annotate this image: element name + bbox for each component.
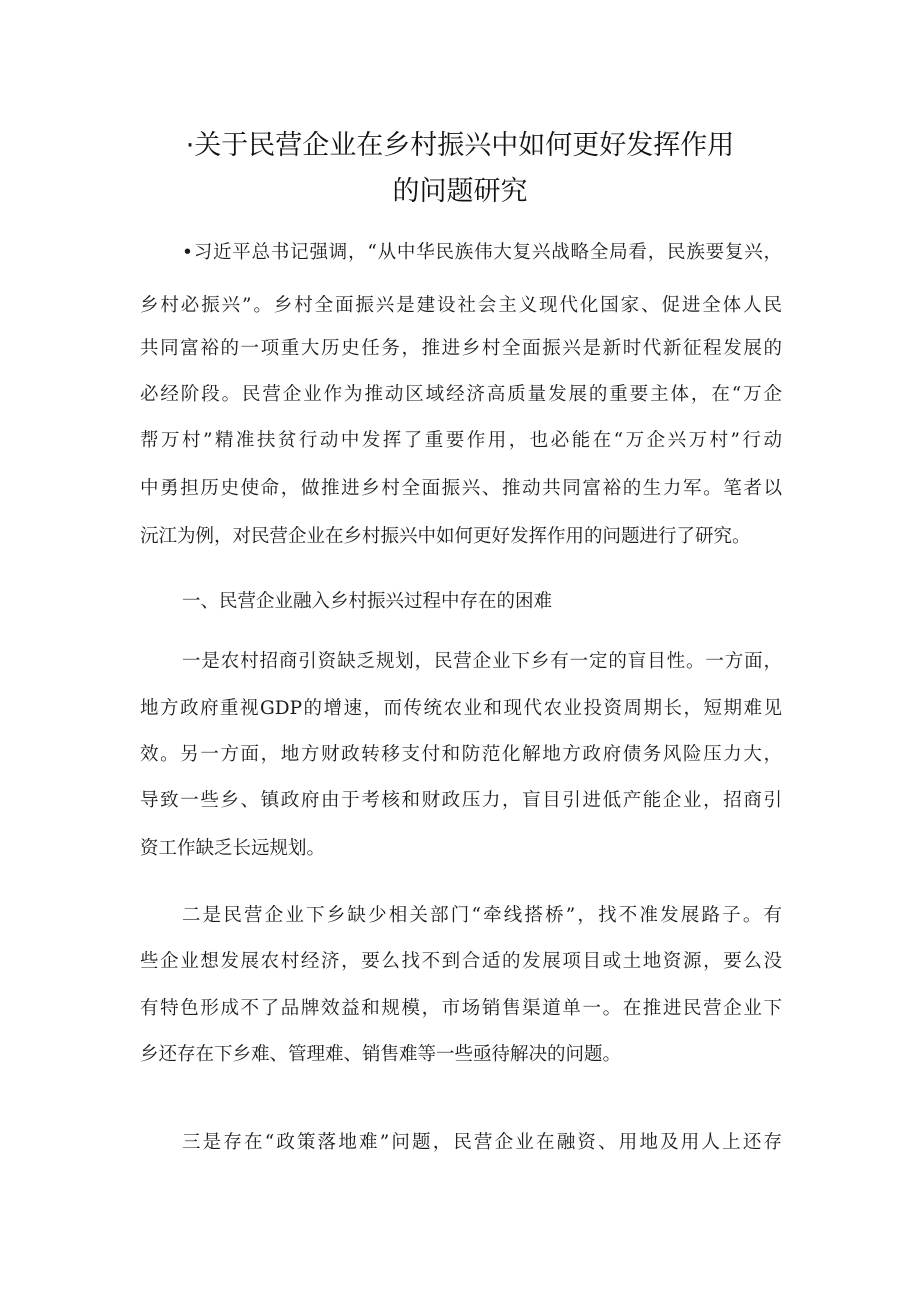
paragraph-line: 帮万村”精准扶贫行动中发挥了重要作用，也必能在“万企兴万村”行动 bbox=[140, 430, 782, 451]
paragraph-line: 些企业想发展农村经济，要么找不到合适的发展项目或土地资源，要么没 bbox=[140, 951, 782, 972]
document-title-line-2: 的问题研究 bbox=[392, 176, 528, 207]
paragraph-line: 乡村必振兴”。乡村全面振兴是建设社会主义现代化国家、促进全体人民 bbox=[140, 295, 782, 316]
paragraph-line: 必经阶段。民营企业作为推动区域经济高质量发展的重要主体，在“万企 bbox=[140, 384, 782, 405]
paragraph-line: •习近平总书记强调，“从中华民族伟大复兴战略全局看，民族要复兴， bbox=[182, 242, 782, 263]
paragraph-line: 资工作缺乏长远规划。 bbox=[140, 838, 326, 859]
paragraph-line: 二是民营企业下乡缺少相关部门“牵线搭桥”，找不准发展路子。有 bbox=[182, 905, 782, 926]
paragraph-line: 共同富裕的一项重大历史任务，推进乡村全面振兴是新时代新征程发展的 bbox=[140, 338, 782, 359]
paragraph-line: 导致一些乡、镇政府由于考核和财政压力，盲目引进低产能企业，招商引 bbox=[140, 790, 782, 811]
paragraph-line: 三是存在“政策落地难”问题，民营企业在融资、用地及用人上还存 bbox=[182, 1132, 782, 1153]
paragraph-line: 效。另一方面，地方财政转移支付和防范化解地方政府债务风险压力大， bbox=[140, 744, 782, 765]
paragraph-line: 有特色形成不了品牌效益和规模，市场销售渠道单一。在推进民营企业下 bbox=[140, 998, 782, 1019]
document-title-line-1: ·关于民营企业在乡村振兴中如何更好发挥作用 bbox=[185, 130, 735, 161]
paragraph-line: 地方政府重视GDP的增速，而传统农业和现代农业投资周期长，短期难见 bbox=[140, 698, 782, 719]
paragraph-line: 沅江为例，对民营企业在乡村振兴中如何更好发挥作用的问题进行了研究。 bbox=[140, 526, 751, 547]
paragraph-line: 中勇担历史使命，做推进乡村全面振兴、推动共同富裕的生力军。笔者以 bbox=[140, 478, 782, 499]
paragraph-line: 乡还存在下乡难、管理难、销售难等一些亟待解决的问题。 bbox=[140, 1044, 622, 1065]
section-heading: 一、民营企业融入乡村振兴过程中存在的困难 bbox=[182, 591, 553, 612]
paragraph-line: 一是农村招商引资缺乏规划，民营企业下乡有一定的盲目性。一方面， bbox=[182, 651, 782, 672]
